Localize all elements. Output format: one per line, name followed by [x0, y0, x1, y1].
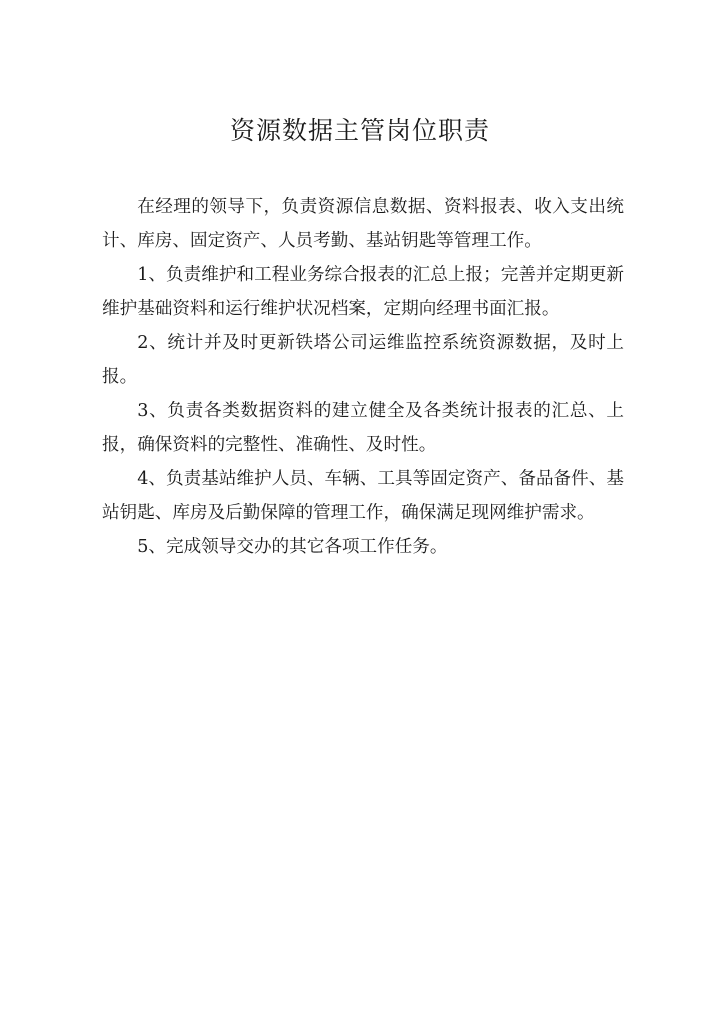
duty-item-1: 1、负责维护和工程业务综合报表的汇总上报；完善并定期更新维护基础资料和运行维护状况档案，定期向经理书面汇报。	[102, 265, 624, 319]
duty-item-5: 5、完成领导交办的其它各项工作任务。	[137, 537, 448, 557]
duty-item-4: 4、负责基站维护人员、车辆、工具等固定资产、备品备件、基站钥匙、库房及后勤保障的管理工作，确保满足现网维护需求。	[102, 469, 624, 523]
intro-paragraph: 在经理的领导下，负责资源信息数据、资料报表、收入支出统计、库房、固定资产、人员考勤、基站钥匙等管理工作。	[102, 197, 624, 251]
duty-item-2: 2、统计并及时更新铁塔公司运维监控系统资源数据，及时上报。	[102, 333, 624, 387]
document-body	[102, 190, 624, 564]
duty-item-3: 3、负责各类数据资料的建立健全及各类统计报表的汇总、上报，确保资料的完整性、准确性、及时性。	[102, 401, 624, 455]
document-title: 资源数据主管岗位职责	[229, 116, 490, 145]
